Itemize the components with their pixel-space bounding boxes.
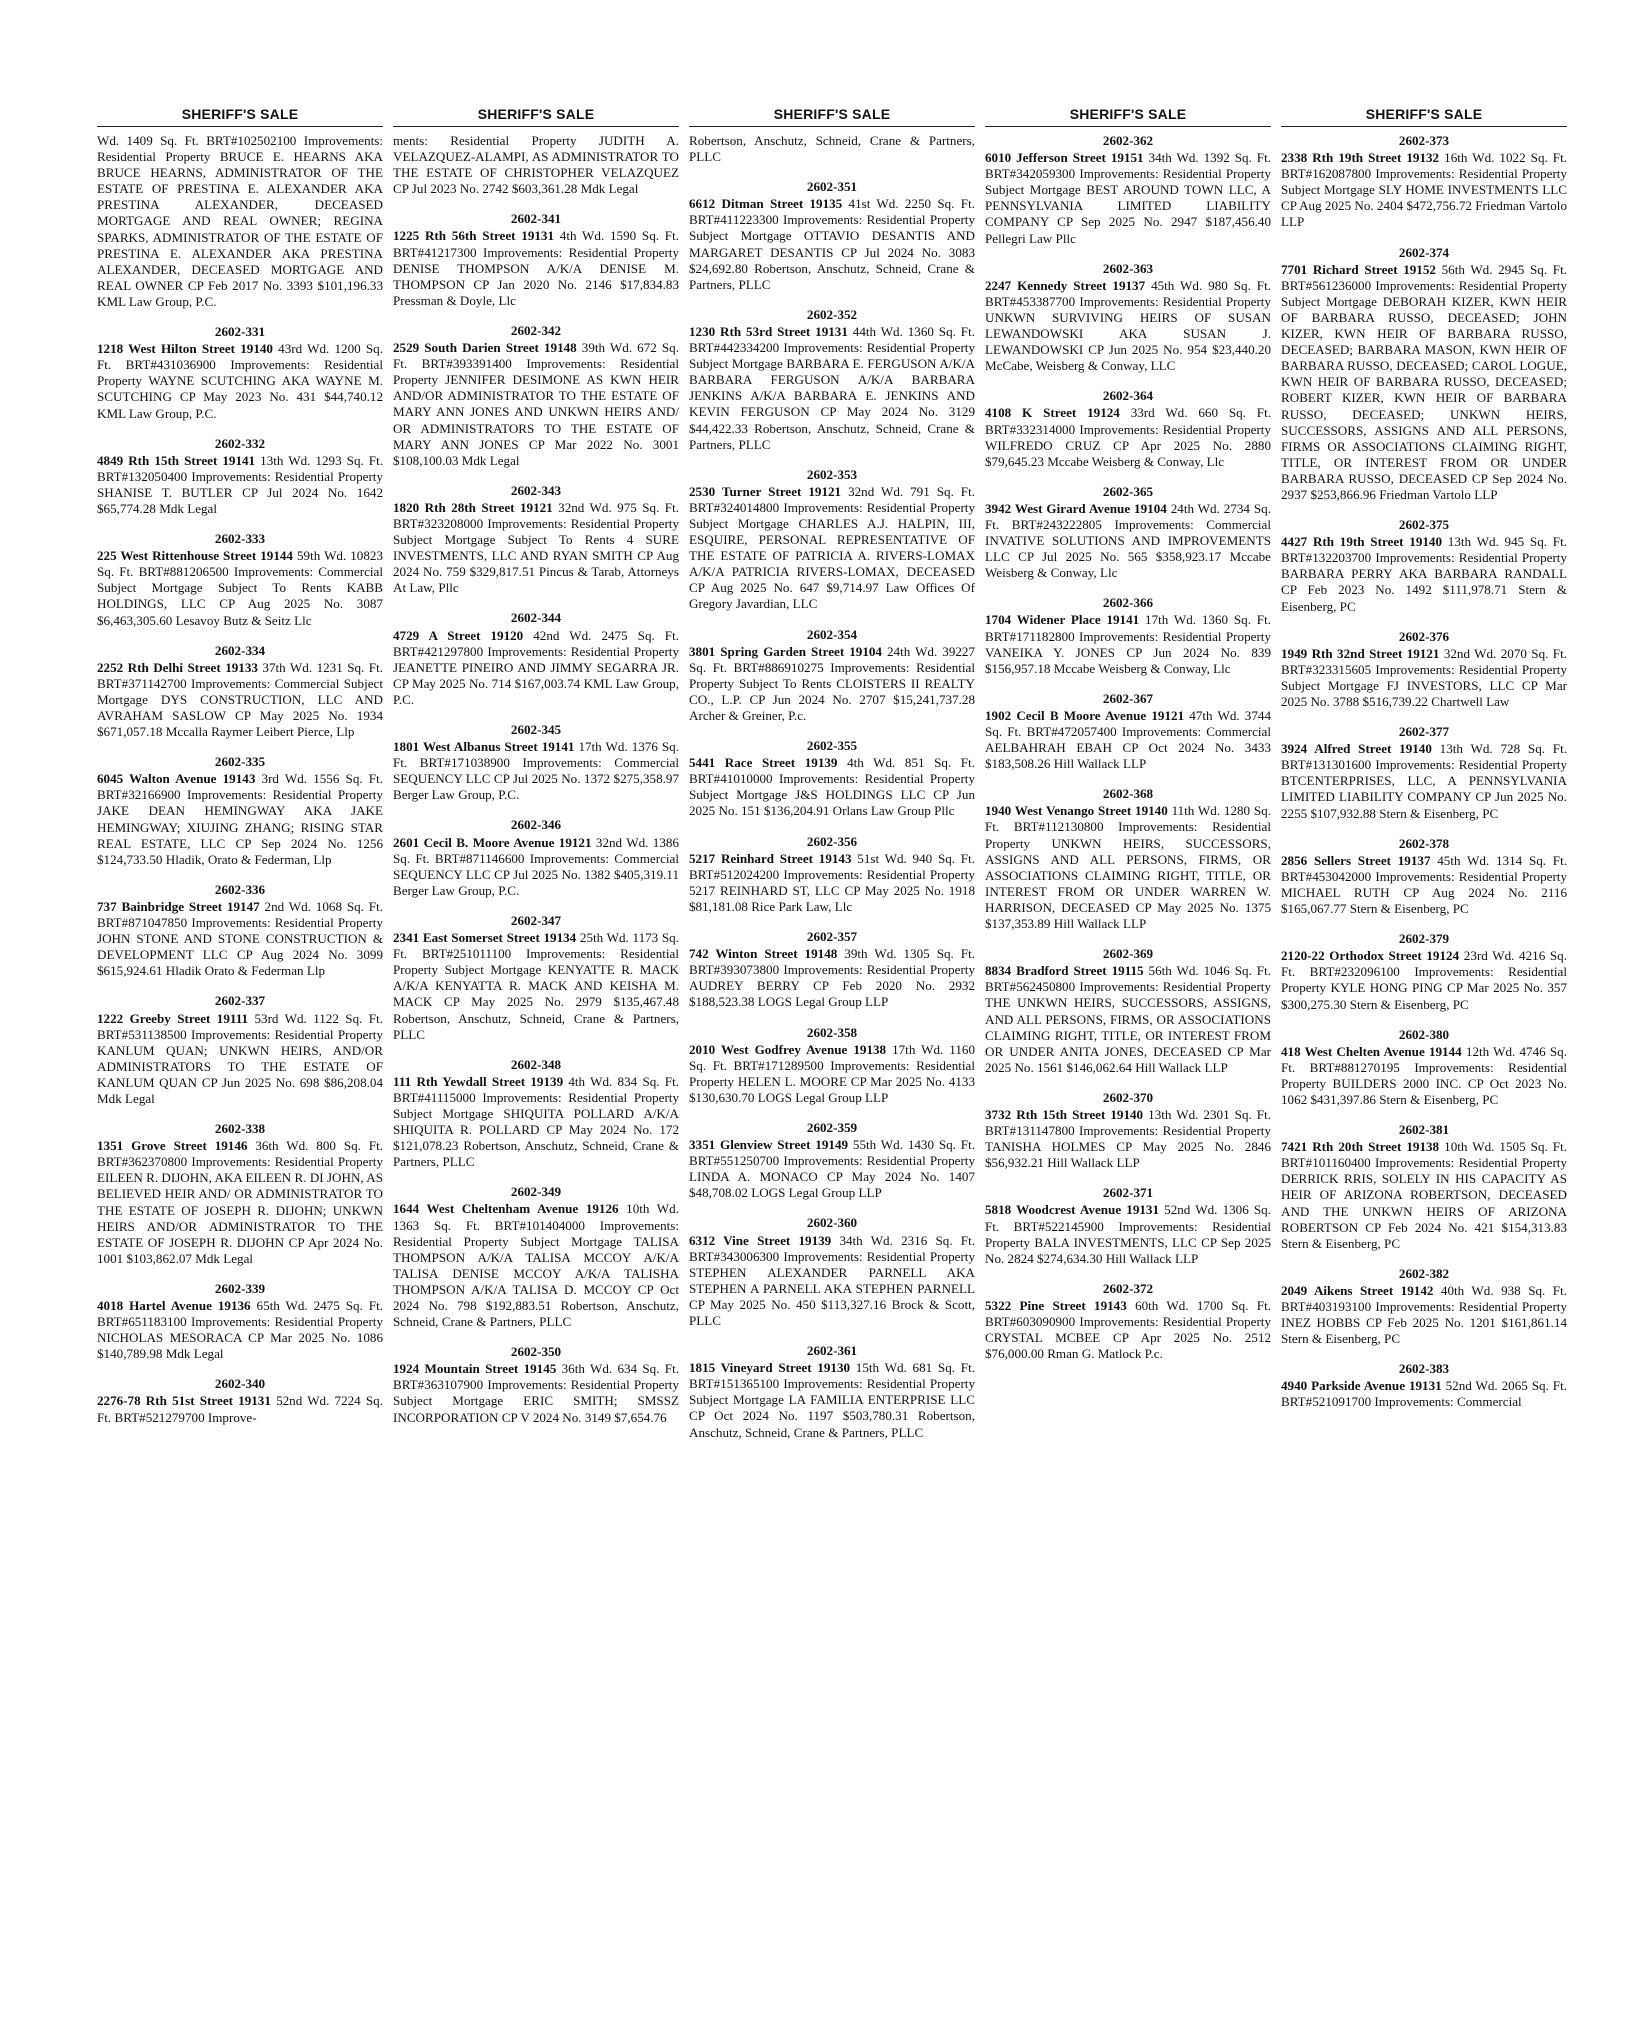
listing-details: 37th Wd. 1231 Sq. Ft. BRT#371142700 Improvements: Commercial Subject Mortgage DYS CONSTRUCTION, LLC AND AVRAHAM SASLOW CP May 2025 No. 1934 $671,057.18 Mccalla Raymer Leibert Pierce, Llp xyxy=(97,659,383,740)
listing-details: 52nd Wd. 7224 Sq. Ft. BRT#521279700 Improve- xyxy=(97,1393,383,1425)
sale-listing xyxy=(985,691,1271,772)
listing-number: 2602-374 xyxy=(1398,244,1450,260)
listing-number: 2602-379 xyxy=(1398,931,1450,947)
listing-number: 2602-333 xyxy=(214,531,266,547)
listing-details: 11th Wd. 1280 Sq. Ft. BRT#112130800 Improvements: Residential Property UNKWN HEIRS, SUCCESSORS, ASSIGNS AND ALL PERSONS, FIRMS, OR ASSOCIATIONS CLAIMING RIGHT, TITLE, OR INTEREST FROM OR UNDER WARREN W. HARRISON, DECEASED CP May 2025 No. 1375 $137,353.89 Hill Wallack LLP xyxy=(985,803,1271,932)
sale-listing xyxy=(1281,931,1567,1012)
property-address: 1801 West Albanus Street 19141 xyxy=(393,739,575,755)
column-header: SHERIFF'S SALE xyxy=(689,106,975,127)
listing-details: 25th Wd. 1173 Sq. Ft. BRT#251011100 Improvements: Residential Property Subject Mortgage KENYATTE R. MACK A/K/A KENYATTA R. MACK AND KEISHA M. MACK CP May 2025 No. 2979 $135,467.48 Robertson, Anschutz, Schneid, Crane & Partners, PLLC xyxy=(393,930,679,1042)
listing-number: 2602-342 xyxy=(510,322,562,338)
sale-listing xyxy=(985,388,1271,469)
property-address: 1644 West Cheltenham Avenue 19126 xyxy=(393,1201,619,1217)
property-address: 3732 Rth 15th Street 19140 xyxy=(985,1106,1144,1122)
sale-listing xyxy=(97,324,383,422)
listing-details: 55th Wd. 1430 Sq. Ft. BRT#551250700 Improvements: Residential Property LINDA A. MONACO CP May 2024 No. 1407 $48,708.02 LOGS Legal Group LLP xyxy=(689,1137,975,1201)
listing-details: 16th Wd. 1022 Sq. Ft. BRT#162087800 Improvements: Residential Property Subject Mortgage SLY HOME INVESTMENTS LLC CP Aug 2025 No. 2404 $472,756.72 Friedman Vartolo LLP xyxy=(1281,150,1567,230)
sale-listing xyxy=(985,1281,1271,1362)
sale-listing xyxy=(1281,629,1567,710)
sale-listing xyxy=(97,436,383,517)
property-address: 225 West Rittenhouse Street 19144 xyxy=(97,548,293,564)
property-address: 6010 Jefferson Street 19151 xyxy=(985,150,1144,166)
listing-number: 2602-346 xyxy=(510,817,562,833)
listing-number: 2602-378 xyxy=(1398,835,1450,851)
sale-listing xyxy=(689,1215,975,1329)
listing-details: 32nd Wd. 2070 Sq. Ft. BRT#323315605 Improvements: Residential Property Subject Mortgage FJ INVESTORS, LLC CP Mar 2025 No. 3788 $516,739.22 Chartwell Law xyxy=(1281,645,1567,709)
property-address: 2276-78 Rth 51st Street 19131 xyxy=(97,1393,271,1409)
column-header: SHERIFF'S SALE xyxy=(393,106,679,127)
property-address: 6312 Vine Street 19139 xyxy=(689,1232,832,1248)
property-address: 3924 Alfred Street 19140 xyxy=(1281,741,1432,757)
property-address: 4018 Hartel Avenue 19136 xyxy=(97,1298,251,1313)
listing-number: 2602-369 xyxy=(1102,946,1154,962)
listing-number: 2602-358 xyxy=(806,1024,858,1040)
sale-listing xyxy=(97,993,383,1107)
sale-listing xyxy=(393,323,679,469)
continued-listing: Robertson, Anschutz, Schneid, Crane & Partners, PLLC xyxy=(689,133,975,165)
listing-number: 2602-365 xyxy=(1102,483,1154,499)
listing-number: 2602-382 xyxy=(1398,1265,1450,1281)
listing-number: 2602-343 xyxy=(510,482,562,498)
listing-details: 39th Wd. 672 Sq. Ft. BRT#393391400 Improvements: Residential Property JENNIFER DESIMONE AS KWN HEIR AND/OR ADMINISTRATOR TO THE ESTATE OF MARY ANN JONES AND UNKWN HEIRS AND/ OR ADMINISTRATORS TO THE ESTATE OF MARY ANN JONES CP Mar 2022 No. 3001 $108,100.03 Mdk Legal xyxy=(393,340,679,468)
sale-listing xyxy=(1281,1027,1567,1108)
listing-details: 12th Wd. 4746 Sq. Ft. BRT#881270195 Improvements: Residential Property BUILDERS 2000 INC. CP Oct 2023 No. 1062 $431,397.86 Stern & Eisenberg, PC xyxy=(1281,1043,1567,1107)
listing-number: 2602-335 xyxy=(214,754,266,770)
listing-details: 59th Wd. 10823 Sq. Ft. BRT#881206500 Improvements: Commercial Subject Mortgage Subject To Rents KABB HOLDINGS, LLC CP Aug 2025 No. 3087 $6,463,305.60 Lesavoy Butz & Seitz Llc xyxy=(97,548,383,628)
column-5 xyxy=(1281,106,1567,1425)
listing-details: 13th Wd. 2301 Sq. Ft. BRT#131147800 Improvements: Residential Property TANISHA HOLMES CP May 2025 No. 2846 $56,932.21 Hill Wallack LLP xyxy=(985,1106,1271,1171)
sale-listing xyxy=(985,1185,1271,1266)
sale-listing xyxy=(985,261,1271,375)
listing-number: 2602-364 xyxy=(1102,388,1154,404)
sale-listing xyxy=(985,133,1271,247)
listing-details: 3rd Wd. 1556 Sq. Ft. BRT#32166900 Improvements: Residential Property JAKE DEAN HEMINGWAY AKA JAKE HEMINGWAY; XIUJING ZHANG; RISING STAR REAL ESTATE, LLC CP Sep 2024 No. 1256 $124,733.50 Hladik, Orato & Federman, Llp xyxy=(97,771,383,867)
listing-details: 43rd Wd. 1200 Sq. Ft. BRT#431036900 Improvements: Residential Property WAYNE SCUTCHING AKA WAYNE M. SCUTCHING CP May 2023 No. 431 $44,740.12 KML Law Group, P.C. xyxy=(97,341,383,421)
property-address: 1704 Widener Place 19141 xyxy=(985,612,1140,628)
listing-details: 32nd Wd. 791 Sq. Ft. BRT#324014800 Improvements: Residential Property Subject Mortgage CHARLES A.J. HALPIN, III, ESQUIRE, PERSONAL REPRESENTATIVE OF THE ESTATE OF PATRICIA A. RIVERS-LOMAX A/K/A PATRICIA RIVERS-LOMAX, DECEASED CP Aug 2025 No. 647 $9,714.97 Law Offices Of Gregory Javardian, LLC xyxy=(689,483,976,612)
listing-number: 2602-337 xyxy=(214,993,266,1009)
listing-number: 2602-376 xyxy=(1398,628,1450,644)
listing-details: 4th Wd. 851 Sq. Ft. BRT#41010000 Improvements: Residential Property Subject Mortgage J&S HOLDINGS LLC CP Jun 2025 No. 151 $136,204.91 Orlans Law Group Pllc xyxy=(689,755,975,819)
sale-listing xyxy=(689,738,975,819)
listing-details: 4th Wd. 834 Sq. Ft. BRT#41115000 Improvements: Residential Property Subject Mortgage SHIQUITA POLLARD A/K/A SHIQUITA R. POLLARD CP May 2024 No. 172 $121,078.23 Robertson, Anschutz, Schneid, Crane & Partners, PLLC xyxy=(393,1073,679,1170)
listing-number: 2602-341 xyxy=(510,211,562,227)
listing-details: 10th Wd. 1505 Sq. Ft. BRT#101160400 Improvements: Residential Property DERRICK RRIS, SOLELY IN HIS CAPACITY AS HEIR OF ARIZONA ROBERTSON, DECEASED AND THE UNKWN HEIRS OF ARIZONA ROBERTSON CP Feb 2024 No. 421 $154,313.83 Stern & Eisenberg, PC xyxy=(1281,1139,1567,1251)
listing-details: 52nd Wd. 1306 Sq. Ft. BRT#522145900 Improvements: Residential Property BALA INVESTMENTS, LLC CP Sep 2025 No. 2824 $274,634.30 Hill Wallack LLP xyxy=(985,1202,1272,1266)
listing-details: 36th Wd. 800 Sq. Ft. BRT#362370800 Improvements: Residential Property EILEEN R. DIJOHN, AKA EILEEN R. DI JOHN, AS BELIEVED HEIR AND/ OR ADMINISTRATOR TO THE ESTATE OF JOSEPH R. DIJOHN; UNKWN HEIRS AND/OR ADMINISTRATOR TO THE ESTATE OF JOSEPH R. DIJOHN CP Apr 2024 No. 1001 $103,862.07 Mdk Legal xyxy=(97,1138,383,1266)
listing-details: 45th Wd. 980 Sq. Ft. BRT#453387700 Improvements: Residential Property UNKWN SURVIVING HEIRS OF SUSAN LEWANDOWSKI AKA SUSAN J. LEWANDOWSKI CP Jun 2025 No. 954 $23,440.20 McCabe, Weisberg & Conway, LLC xyxy=(985,277,1271,374)
listing-number: 2602-352 xyxy=(806,306,858,322)
property-address: 4849 Rth 15th Street 19141 xyxy=(97,452,256,468)
listing-details: 15th Wd. 681 Sq. Ft. BRT#151365100 Improvements: Residential Property Subject Mortgage LA FAMILIA ENTERPRISE LLC CP Oct 2024 No. 1197 $503,780.31 Robertson, Anschutz, Schneid, Crane & Partners, PLLC xyxy=(689,1360,975,1440)
property-address: 1225 Rth 56th Street 19131 xyxy=(393,228,555,244)
listing-details: 13th Wd. 728 Sq. Ft. BRT#131301600 Improvements: Residential Property BTCENTERPRISES, LLC, A PENNSYLVANIA LIMITED LIABILITY COMPANY CP Jun 2025 No. 2255 $107,932.88 Stern & Eisenberg, PC xyxy=(1281,741,1567,821)
property-address: 4427 Rth 19th Street 19140 xyxy=(1281,534,1443,550)
listing-number: 2602-367 xyxy=(1102,690,1154,706)
property-address: 737 Bainbridge Street 19147 xyxy=(97,898,260,914)
listing-number: 2602-359 xyxy=(806,1119,858,1135)
listing-details: 2nd Wd. 1068 Sq. Ft. BRT#871047850 Improvements: Residential Property JOHN STONE AND STONE CONSTRUCTION & DEVELOPMENT LLC CP Aug 2024 No. 3099 $615,924.61 Hladik Orato & Federman Llp xyxy=(97,898,383,979)
property-address: 2338 Rth 19th Street 19132 xyxy=(1281,150,1440,166)
column-3 xyxy=(689,106,975,1455)
sale-listing xyxy=(1281,1122,1567,1252)
column-header: SHERIFF'S SALE xyxy=(985,106,1271,127)
sale-listing xyxy=(393,722,679,803)
listing-number: 2602-355 xyxy=(806,738,858,754)
listing-number: 2602-336 xyxy=(214,881,266,897)
property-address: 6045 Walton Avenue 19143 xyxy=(97,771,256,787)
sale-listing xyxy=(689,467,975,613)
property-address: 2049 Aikens Street 19142 xyxy=(1281,1282,1434,1298)
listing-number: 2602-375 xyxy=(1398,517,1450,533)
listing-details: 23rd Wd. 4216 Sq. Ft. BRT#232096100 Improvements: Residential Property KYLE HONG PING CP Mar 2025 No. 357 $300,275.30 Stern & Eisenberg, PC xyxy=(1281,948,1567,1012)
property-address: 1820 Rth 28th Street 19121 xyxy=(393,499,553,515)
listing-details: 32nd Wd. 975 Sq. Ft. BRT#323208000 Improvements: Residential Property Subject Mortgage Subject To Rents 4 SURE INVESTMENTS, LLC AND RYAN SMITH CP Aug 2024 No. 759 $329,817.51 Pincus & Tarab, Attorneys At Law, Pllc xyxy=(393,499,679,596)
sale-listing xyxy=(985,595,1271,676)
sale-listing xyxy=(393,913,679,1043)
sale-listing xyxy=(985,484,1271,582)
sale-listing xyxy=(689,1120,975,1201)
property-address: 5818 Woodcrest Avenue 19131 xyxy=(985,1202,1160,1218)
sale-listing xyxy=(393,1184,679,1330)
listing-number: 2602-360 xyxy=(806,1215,858,1231)
listing-number: 2602-372 xyxy=(1102,1280,1154,1296)
listing-details: 13th Wd. 1293 Sq. Ft. BRT#132050400 Improvements: Residential Property SHANISE T. BUTLER CP Jul 2024 No. 1642 $65,774.28 Mdk Legal xyxy=(97,452,383,516)
property-address: 111 Rth Yewdall Street 19139 xyxy=(393,1073,564,1089)
sale-listing xyxy=(97,1376,383,1425)
property-address: 3942 West Girard Avenue 19104 xyxy=(985,500,1167,516)
sale-listing xyxy=(1281,245,1567,504)
sale-listing xyxy=(97,1121,383,1267)
column-body xyxy=(985,133,1271,1362)
column-body xyxy=(1281,133,1567,1411)
listing-details: 17th Wd. 1360 Sq. Ft. BRT#171182800 Improvements: Residential Property VANEIKA Y. JONES CP Jun 2024 No. 839 $156,957.18 Mccabe Weisberg & Conway, Llc xyxy=(985,612,1271,676)
listing-details: 33rd Wd. 660 Sq. Ft. BRT#332314000 Improvements: Residential Property WILFREDO CRUZ CP Apr 2025 No. 2880 $79,645.23 Mccabe Weisberg & Conway, Llc xyxy=(985,405,1271,469)
listing-details: 17th Wd. 1160 Sq. Ft. BRT#171289500 Improvements: Residential Property HELEN L. MOORE CP Mar 2025 No. 4133 $130,630.70 LOGS Legal Group LLP xyxy=(689,1041,975,1105)
listing-details: 24th Wd. 39227 Sq. Ft. BRT#886910275 Improvements: Residential Property Subject To Rents CLOISTERS II REALTY CO., L.P. CP Jun 2024 No. 2707 $15,241,737.28 Archer & Greiner, P.c. xyxy=(689,643,976,723)
listing-details: 51st Wd. 940 Sq. Ft. BRT#512024200 Improvements: Residential Property 5217 REINHARD ST, LLC CP May 2025 No. 1918 $81,181.08 Rice Park Law, Llc xyxy=(689,850,976,914)
listing-number: 2602-354 xyxy=(806,626,858,642)
listing-number: 2602-383 xyxy=(1398,1361,1450,1377)
listing-number: 2602-366 xyxy=(1102,595,1154,611)
column-header: SHERIFF'S SALE xyxy=(97,106,383,127)
property-address: 2010 West Godfrey Avenue 19138 xyxy=(689,1041,887,1057)
listing-number: 2602-349 xyxy=(510,1184,562,1200)
sale-listing xyxy=(689,179,975,293)
listing-number: 2602-334 xyxy=(214,642,266,658)
sale-listing xyxy=(97,643,383,741)
listing-details: 65th Wd. 2475 Sq. Ft. BRT#651183100 Improvements: Residential Property NICHOLAS MESORACA CP Mar 2025 No. 1086 $140,789.98 Mdk Legal xyxy=(97,1298,383,1362)
property-address: 2601 Cecil B. Moore Avenue 19121 xyxy=(393,834,592,850)
listing-number: 2602-377 xyxy=(1398,724,1450,740)
listing-number: 2602-339 xyxy=(214,1280,266,1296)
sale-listing xyxy=(689,1025,975,1106)
listing-number: 2602-368 xyxy=(1102,786,1154,802)
listing-details: 17th Wd. 1376 Sq. Ft. BRT#171038900 Improvements: Commercial SEQUENCY LLC CP Jul 2025 No. 1372 $275,358.97 Berger Law Group, P.C. xyxy=(393,739,679,803)
listing-details: 44th Wd. 1360 Sq. Ft. BRT#442334200 Improvements: Residential Property Subject Mortgage BARBARA E. FERGUSON A/K/A BARBARA FERGUSON A/K/A BARBARA JENKINS A/K/A BARBARA E. JENKINS AND KEVIN FERGUSON CP May 2024 No. 3129 $44,422.33 Robertson, Anschutz, Schneid, Crane & Partners, PLLC xyxy=(689,323,975,452)
listing-number: 2602-357 xyxy=(806,929,858,945)
sale-listing xyxy=(97,754,383,868)
listing-details: 4th Wd. 1590 Sq. Ft. BRT#41217300 Improvements: Residential Property DENISE THOMPSON A/K/A DENISE M. THOMPSON CP Jan 2020 No. 2146 $17,834.83 Pressman & Doyle, Llc xyxy=(393,228,679,308)
property-address: 5322 Pine Street 19143 xyxy=(985,1297,1127,1313)
sale-listing xyxy=(1281,1361,1567,1410)
continued-listing: ments: Residential Property JUDITH A. VELAZQUEZ-ALAMPI, AS ADMINISTRATOR TO THE ESTATE OF CHRISTOPHER VELAZQUEZ CP Jul 2023 No. 2742 $603,361.28 Mdk Legal xyxy=(393,133,679,197)
listing-number: 2602-338 xyxy=(214,1121,266,1137)
property-address: 1230 Rth 53rd Street 19131 xyxy=(689,323,848,339)
sale-listing xyxy=(97,1281,383,1362)
listing-number: 2602-340 xyxy=(214,1376,266,1392)
listing-number: 2602-356 xyxy=(806,833,858,849)
listing-number: 2602-370 xyxy=(1102,1089,1154,1105)
property-address: 3801 Spring Garden Street 19104 xyxy=(689,643,882,659)
property-address: 2856 Sellers Street 19137 xyxy=(1281,852,1431,868)
listing-details: 47th Wd. 3744 Sq. Ft. BRT#472057400 Improvements: Commercial AELBAHRAH EBAH CP Oct 2024 No. 3433 $183,508.26 Hill Wallack LLP xyxy=(985,707,1271,772)
listing-number: 2602-350 xyxy=(510,1344,562,1360)
sale-listing xyxy=(689,834,975,915)
property-address: 1222 Greeby Street 19111 xyxy=(97,1010,249,1026)
listing-details: 10th Wd. 1363 Sq. Ft. BRT#101404000 Improvements: Residential Property Subject Mortgage TALISA THOMPSON A/K/A TALISA MCCOY A/K/A TALISA DENISE MCCOY A/K/A TALISHA THOMPSON A/K/A TALISA D. MCCOY CP Oct 2024 No. 798 $192,883.51 Robertson, Anschutz, Schneid, Crane & Partners, PLLC xyxy=(393,1201,679,1330)
listing-details: 24th Wd. 2734 Sq. Ft. BRT#243222805 Improvements: Commercial INVATIVE SOLUTIONS AND IMPROVEMENTS LLC CP Jul 2025 No. 565 $358,923.17 Mccabe Weisberg & Conway, Llc xyxy=(985,500,1272,581)
listing-details: 45th Wd. 1314 Sq. Ft. BRT#453042000 Improvements: Residential Property MICHAEL RUTH CP Aug 2024 No. 2116 $165,067.77 Stern & Eisenberg, PC xyxy=(1281,852,1567,917)
sale-listing xyxy=(1281,1266,1567,1347)
property-address: 742 Winton Street 19148 xyxy=(689,946,838,962)
listing-number: 2602-348 xyxy=(510,1056,562,1072)
column-body xyxy=(393,133,679,1426)
property-address: 2341 East Somerset Street 19134 xyxy=(393,930,577,946)
column-header: SHERIFF'S SALE xyxy=(1281,106,1567,127)
sale-listing xyxy=(1281,836,1567,917)
sale-listing xyxy=(393,211,679,309)
sale-listing xyxy=(689,1343,975,1441)
listing-number: 2602-380 xyxy=(1398,1026,1450,1042)
listing-details: 13th Wd. 945 Sq. Ft. BRT#132203700 Improvements: Residential Property BARBARA PERRY AKA BARBARA RANDALL CP Feb 2023 No. 1492 $111,978.71 Stern & Eisenberg, PC xyxy=(1281,534,1567,614)
column-body xyxy=(689,133,975,1441)
listing-number: 2602-371 xyxy=(1102,1185,1154,1201)
column-1 xyxy=(97,106,383,1440)
property-address: 4108 K Street 19124 xyxy=(985,405,1120,421)
listing-details: 39th Wd. 1305 Sq. Ft. BRT#393073800 Improvements: Residential Property AUDREY BERRY CP Feb 2020 No. 2932 $188,523.38 LOGS Legal Group LLP xyxy=(689,946,975,1010)
listing-details: 52nd Wd. 2065 Sq. Ft. BRT#521091700 Improvements: Commercial xyxy=(1281,1378,1567,1410)
listing-number: 2602-351 xyxy=(806,179,858,195)
property-address: 1924 Mountain Street 19145 xyxy=(393,1361,557,1377)
property-address: 2530 Turner Street 19121 xyxy=(689,483,842,499)
property-address: 1218 West Hilton Street 19140 xyxy=(97,341,273,357)
property-address: 4729 A Street 19120 xyxy=(393,627,524,643)
listing-details: 34th Wd. 2316 Sq. Ft. BRT#343006300 Improvements: Residential Property STEPHEN ALEXANDER PARNELL AKA STEPHEN A PARNELL AKA STEPHEN PARNELL CP May 2025 No. 450 $113,327.16 Brock & Scott, PLLC xyxy=(689,1232,975,1328)
listing-number: 2602-347 xyxy=(510,912,562,928)
listing-number: 2602-381 xyxy=(1398,1122,1450,1138)
property-address: 1902 Cecil B Moore Avenue 19121 xyxy=(985,707,1185,723)
sale-listing xyxy=(393,483,679,597)
property-address: 5441 Race Street 19139 xyxy=(689,755,838,771)
listing-details: 32nd Wd. 1386 Sq. Ft. BRT#871146600 Improvements: Commercial SEQUENCY LLC CP Jul 2025 No. 1382 $405,319.11 Berger Law Group, P.C. xyxy=(393,834,679,898)
listing-number: 2602-332 xyxy=(214,435,266,451)
listing-details: 36th Wd. 634 Sq. Ft. BRT#363107900 Improvements: Residential Property Subject Mortgage ERIC SMITH; SMSSZ INCORPORATION CP V 2024 No. 3149 $7,654.76 xyxy=(393,1361,679,1425)
property-address: 2529 South Darien Street 19148 xyxy=(393,340,577,356)
property-address: 2252 Rth Delhi Street 19133 xyxy=(97,659,258,675)
listing-number: 2602-363 xyxy=(1102,260,1154,276)
listing-details: 56th Wd. 1046 Sq. Ft. BRT#562450800 Improvements: Residential Property THE UNKWN HEIRS, SUCCESSORS, ASSIGNS, AND ALL PERSONS, FIRMS, OR ASSOCIATIONS CLAIMING RIGHT, TITLE, OR INTEREST FROM OR UNDER ANITA JONES, DECEASED CP Mar 2025 No. 1561 $146,062.64 Hill Wallack LLP xyxy=(985,963,1271,1075)
continued-listing: Wd. 1409 Sq. Ft. BRT#102502100 Improvements: Residential Property BRUCE E. HEARNS AKA BRUCE HEARNS, ADMINISTRATOR OF THE ESTATE OF PRESTINA E. ALEXANDER AKA PRESTINA ALEXANDER, DECEASED MORTGAGE AND REAL OWNER; REGINA SPARKS, ADMINISTRATOR OF THE ESTATE OF PRESTINA E. ALEXANDER AKA PRESTINA ALEXANDER, DECEASED MORTGAGE AND REAL OWNER CP Feb 2017 No. 3393 $101,196.33 KML Law Group, P.C. xyxy=(97,133,383,309)
sale-listing xyxy=(985,1090,1271,1171)
property-address: 7701 Richard Street 19152 xyxy=(1281,261,1436,277)
listing-number: 2602-345 xyxy=(510,722,562,737)
property-address: 2120-22 Orthodox Street 19124 xyxy=(1281,948,1460,964)
property-address: 5217 Reinhard Street 19143 xyxy=(689,850,852,866)
property-address: 4940 Parkside Avenue 19131 xyxy=(1281,1378,1442,1394)
property-address: 418 West Chelten Avenue 19144 xyxy=(1281,1043,1462,1059)
property-address: 6612 Ditman Street 19135 xyxy=(689,196,843,212)
property-address: 3351 Glenview Street 19149 xyxy=(689,1137,849,1153)
sale-listing xyxy=(393,610,679,708)
column-2 xyxy=(393,106,679,1440)
listing-details: 56th Wd. 2945 Sq. Ft. BRT#561236000 Improvements: Residential Property Subject Mortgage DEBORAH KIZER, KWN HEIR OF BARBARA RUSSO, DECEASED; JOHN KIZER, KWN HEIR OF BARBARA RUSSO, DECEASED; BARBARA MASON, KWN HEIR OF BARBARA RUSSO, DECEASED; CAROL LOGUE, KWN HEIR OF BARBARA RUSSO, DECEASED; ROBERT KIZER, KWN HEIR OF BARBARA RUSSO, DECEASED; UNKWN HEIRS, SUCCESSORS, ASSIGNS AND ALL PERSONS, FIRMS OR ASSOCIATIONS CLAIMING RIGHT, TITLE, OR INTEREST FROM OR UNDER BARBARA RUSSO, DECEASED CP Sep 2024 No. 2937 $253,866.96 Friedman Vartolo LLP xyxy=(1281,261,1567,502)
listing-details: 41st Wd. 2250 Sq. Ft. BRT#411223300 Improvements: Residential Property Subject Mortgage OTTAVIO DESANTIS AND MARGARET DESANTIS CP Jul 2024 No. 3083 $24,692.80 Robertson, Anschutz, Schneid, Crane & Partners, PLLC xyxy=(689,196,976,292)
sale-listing xyxy=(689,627,975,725)
property-address: 7421 Rth 20th Street 19138 xyxy=(1281,1139,1440,1155)
sale-listing xyxy=(985,946,1271,1076)
listing-number: 2602-331 xyxy=(214,324,266,340)
sale-listing xyxy=(1281,724,1567,822)
newspaper-page xyxy=(97,106,1567,1996)
listing-details: 60th Wd. 1700 Sq. Ft. BRT#603090900 Improvements: Residential Property CRYSTAL MCBEE CP Apr 2025 No. 2512 $76,000.00 Rman G. Matlock P.c. xyxy=(985,1297,1271,1362)
listing-number: 2602-353 xyxy=(806,466,858,482)
sale-listing xyxy=(393,817,679,898)
sale-listing xyxy=(97,531,383,629)
listing-number: 2602-362 xyxy=(1102,133,1154,148)
property-address: 1949 Rth 32nd Street 19121 xyxy=(1281,645,1440,661)
sale-listing xyxy=(97,882,383,980)
listing-number: 2602-344 xyxy=(510,610,562,626)
sale-listing xyxy=(393,1057,679,1171)
property-address: 2247 Kennedy Street 19137 xyxy=(985,277,1146,293)
listing-details: 42nd Wd. 2475 Sq. Ft. BRT#421297800 Improvements: Residential Property JEANETTE PINEIRO AND JIMMY SEGARRA JR. CP May 2025 No. 714 $167,003.74 KML Law Group, P.C. xyxy=(393,627,679,707)
sale-listing xyxy=(393,1344,679,1425)
listing-details: 53rd Wd. 1122 Sq. Ft. BRT#531138500 Improvements: Residential Property KANLUM QUAN; UNKWN HEIRS, AND/OR ADMINISTRATORS TO THE ESTATE OF KANLUM QUAN CP Jun 2025 No. 698 $86,208.04 Mdk Legal xyxy=(97,1010,383,1106)
sale-listing xyxy=(689,929,975,1010)
sale-listing xyxy=(1281,517,1567,615)
listing-number: 2602-373 xyxy=(1398,133,1450,148)
sale-listing xyxy=(689,307,975,453)
column-4 xyxy=(985,106,1271,1376)
property-address: 8834 Bradford Street 19115 xyxy=(985,963,1144,979)
sale-listing xyxy=(985,786,1271,932)
property-address: 1940 West Venango Street 19140 xyxy=(985,803,1168,819)
listing-details: 34th Wd. 1392 Sq. Ft. BRT#342059300 Improvements: Residential Property Subject Mortgage BEST AROUND TOWN LLC, A PENNSYLVANIA LIMITED LIABILITY COMPANY CP Sep 2025 No. 2947 $187,456.40 Pellegri Law Pllc xyxy=(985,150,1271,246)
property-address: 1815 Vineyard Street 19130 xyxy=(689,1360,851,1376)
listing-details: 40th Wd. 938 Sq. Ft. BRT#403193100 Improvements: Residential Property INEZ HOBBS CP Feb 2025 No. 1201 $161,861.14 Stern & Eisenberg, PC xyxy=(1281,1282,1567,1347)
sale-listing xyxy=(1281,133,1567,231)
listing-number: 2602-361 xyxy=(806,1343,858,1359)
column-body xyxy=(97,133,383,1426)
property-address: 1351 Grove Street 19146 xyxy=(97,1138,248,1154)
